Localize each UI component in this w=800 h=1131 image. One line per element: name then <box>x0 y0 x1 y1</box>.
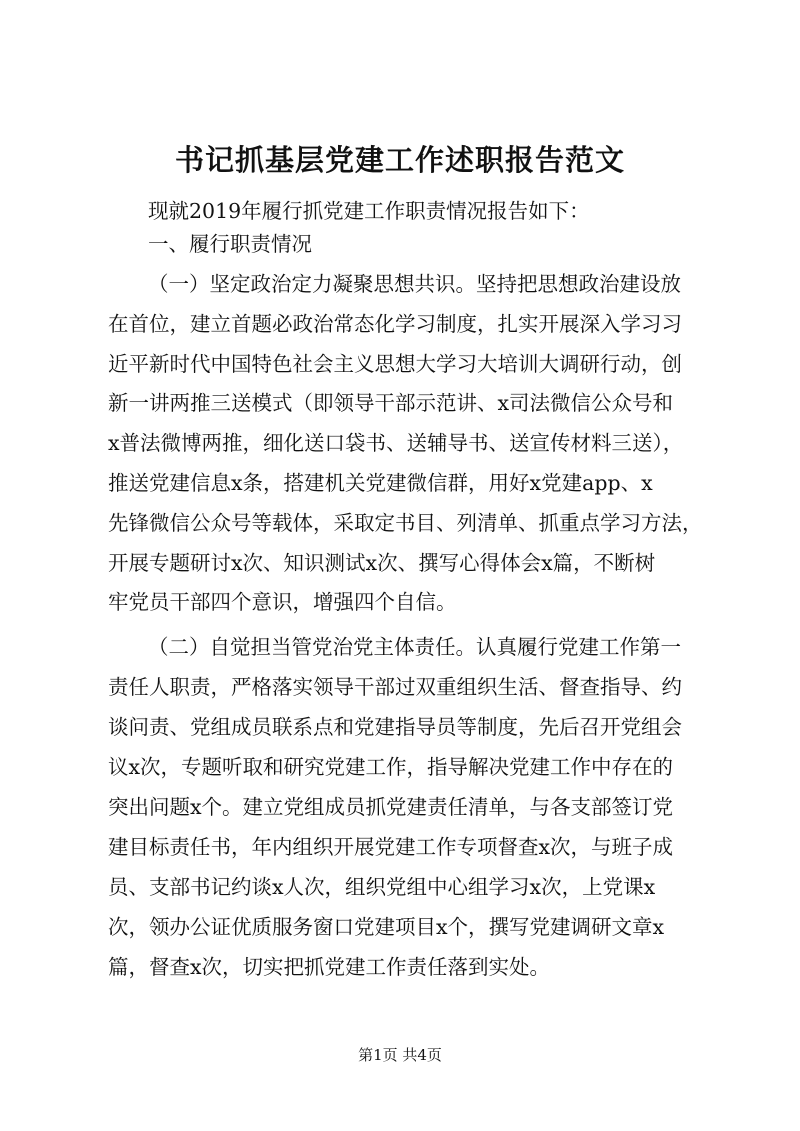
paragraph-2-line: 议x次，专题听取和研究党建工作，指导解决党建工作中存在的 <box>108 755 674 779</box>
paragraph-2-line: 员、支部书记约谈x人次，组织党组中心组学习x次，上党课x <box>108 875 656 899</box>
paragraph-1-line: x普法微博两推，细化送口袋书、送辅导书、送宣传材料三送）， <box>108 431 684 455</box>
paragraph-2-line: 责任人职责，严格落实领导干部过双重组织生活、督查指导、约 <box>108 675 682 699</box>
section-heading: 一、履行职责情况 <box>148 232 312 256</box>
intro-line: 现就2019年履行抓党建工作职责情况报告如下： <box>148 199 590 223</box>
paragraph-2-line: （二）自觉担当管党治党主体责任。认真履行党建工作第一 <box>148 635 681 659</box>
paragraph-2-line: 建目标责任书，年内组织开展党建工作专项督查x次，与班子成 <box>108 835 674 859</box>
paragraph-1-line: 新一讲两推三送模式（即领导干部示范讲、x司法微信公众号和 <box>108 391 674 415</box>
paragraph-1-line: 在首位，建立首题必政治常态化学习制度，扎实开展深入学习习 <box>108 312 682 336</box>
page-number: 第1页 共4页 <box>358 1046 442 1064</box>
paragraph-1-line: （一）坚定政治定力凝聚思想共识。坚持把思想政治建设放 <box>148 272 681 296</box>
paragraph-2-line: 次，领办公证优质服务窗口党建项目x个，撰写党建调研文章x <box>108 915 665 939</box>
paragraph-1-line: 先锋微信公众号等载体，采取定书目、列清单、抓重点学习方法， <box>108 511 703 535</box>
paragraph-2-line: 篇，督查x次，切实把抓党建工作责任落到实处。 <box>108 955 551 979</box>
paragraph-2-line: 突出问题x个。建立党组成员抓党建责任清单，与各支部签订党 <box>108 795 674 819</box>
document-title: 书记抓基层党建工作述职报告范文 <box>174 143 625 177</box>
paragraph-1-line: 牢党员干部四个意识，增强四个自信。 <box>108 590 457 614</box>
paragraph-1-line: 推送党建信息x条，搭建机关党建微信群，用好x党建app、x <box>108 471 653 495</box>
paragraph-1-line: 开展专题研讨x次、知识测试x次、撰写心得体会x篇，不断树 <box>108 551 656 575</box>
paragraph-2-line: 谈问责、党组成员联系点和党建指导员等制度，先后召开党组会 <box>108 715 682 739</box>
paragraph-1-line: 近平新时代中国特色社会主义思想大学习大培训大调研行动，创 <box>108 352 682 376</box>
